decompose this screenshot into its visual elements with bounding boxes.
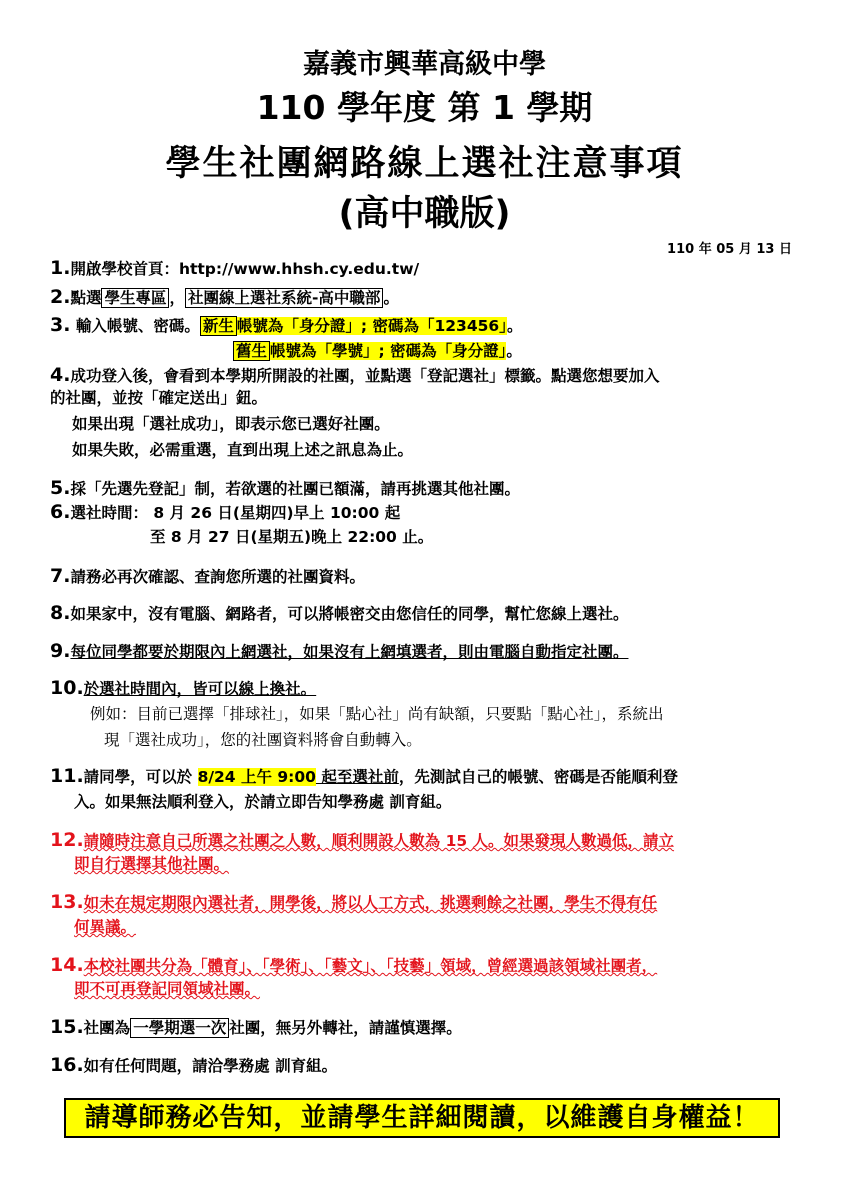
item-9	[50, 640, 628, 663]
item-4-num: 4.	[50, 364, 71, 386]
item-7-text: 請務必再次確認、查詢您所選的社團資料。	[70, 568, 365, 586]
item-10	[50, 677, 316, 700]
item-14-num: 14.	[50, 954, 84, 976]
item-7-num: 7.	[50, 565, 71, 587]
item-13	[50, 891, 657, 914]
item-12-line2-wrap	[74, 853, 229, 875]
school-name: 嘉義市興華高級中學	[303, 49, 546, 80]
item-4-line3: 如果出現「選社成功」，即表示您已選好社團。	[72, 415, 390, 433]
item-12	[50, 829, 674, 852]
page-title: 學生社團網路線上選社注意事項	[165, 144, 684, 184]
item-6-num: 6.	[50, 501, 71, 523]
item-16	[50, 1054, 337, 1077]
item-9-num: 9.	[50, 640, 71, 662]
item-16-text: 如有任何問題，請洽學務處 訓育組。	[83, 1057, 338, 1075]
item-5	[50, 477, 520, 500]
item-2-pre: 點選	[70, 289, 102, 307]
item-12-num: 12.	[50, 829, 84, 851]
item-10-num: 10.	[50, 677, 84, 699]
new-student-label: 新生	[200, 316, 237, 336]
item-4-line4: 如果失敗，必需重選，直到出現上述之訊息為止。	[72, 441, 414, 459]
item-9-text: 每位同學都要於期限內上網選社，如果沒有上網填選者，則由電腦自動指定社團。	[70, 643, 629, 661]
item-1-text: 開啟學校首頁：http://www.hhsh.cy.edu.tw/	[70, 260, 420, 278]
item-14-line2-wrap	[74, 978, 260, 1000]
item-14	[50, 954, 657, 977]
item-11	[50, 765, 678, 788]
item-3	[50, 314, 522, 337]
item-8-num: 8.	[50, 602, 71, 624]
item-1-num: 1.	[50, 257, 71, 279]
item-3-pre: 輸入帳號、密碼。	[70, 317, 200, 335]
version-label: (高中職版)	[338, 194, 511, 234]
item-6	[50, 501, 400, 524]
item-14-line2: 即不可再登記同領域社團。	[74, 980, 261, 998]
student-zone-box: 學生專區	[101, 288, 169, 308]
item-6-line1: 選社時間： 8 月 26 日(星期四)早上 10:00 起	[70, 504, 401, 522]
item-15-pre: 社團為	[83, 1019, 131, 1037]
club-system-box: 社團線上選社系統-高中職部	[185, 288, 383, 308]
item-10-example-2: 現「選社成功」，您的社團資料將會自動轉入。	[104, 731, 422, 749]
once-per-semester-box: 一學期選一次	[130, 1018, 229, 1038]
item-3-old	[233, 340, 522, 362]
item-15	[50, 1016, 462, 1039]
item-3-old-end: 。	[506, 342, 522, 360]
term-title: 110 學年度 第 1 學期	[256, 88, 593, 127]
item-3-num: 3.	[50, 314, 71, 336]
item-11-line2: 入。如果無法順利登入，於請立即告知學務處 訓育組。	[74, 793, 452, 811]
footer-notice: 請導師務必告知，並請學生詳細閱讀，以維護自身權益！	[64, 1098, 780, 1138]
item-7	[50, 565, 365, 588]
item-10-text: 於選社時間內，皆可以線上換社。	[83, 680, 317, 698]
item-5-num: 5.	[50, 477, 71, 499]
item-8-text: 如果家中，沒有電腦、網路者，可以將帳密交由您信任的同學，幫忙您線上選社。	[70, 605, 629, 623]
item-13-line2: 何異議。	[74, 918, 137, 936]
item-12-line2: 即自行選擇其他社團。	[74, 855, 230, 873]
item-14-line1: 本校社團共分為「體育」、「學術」、「藝文」、「技藝」領域，曾經選過該領域社團者，	[83, 957, 658, 975]
item-13-num: 13.	[50, 891, 84, 913]
item-15-num: 15.	[50, 1016, 84, 1038]
item-11-highlight: 8/24 上午 9:00	[197, 768, 316, 786]
item-11-pre: 請同學，可以於	[83, 768, 198, 786]
item-11-num: 11.	[50, 765, 84, 787]
new-student-text: 帳號為「身分證」; 密碼為「123456」	[236, 317, 507, 335]
item-6-line2: 至 8 月 27 日(星期五)晚上 22:00 止。	[150, 528, 434, 546]
item-4-line1: 成功登入後，會看到本學期所開設的社團，並點選「登記選社」標籤。點選您想要加入	[70, 367, 660, 385]
item-4-line2: 的社團，並按「確定送出」鈕。	[50, 389, 268, 407]
item-1	[50, 257, 419, 280]
item-2-mid: ，	[169, 289, 185, 307]
item-3-new-end: 。	[506, 317, 523, 335]
document-date: 110 年 05 月 13 日	[667, 242, 792, 257]
item-15-post: 社團，無另外轉社，請謹慎選擇。	[229, 1019, 462, 1037]
item-4	[50, 364, 659, 387]
item-2-post: 。	[383, 289, 399, 307]
item-10-example-1: 例如：目前已選擇「排球社」，如果「點心社」尚有缺額，只要點「點心社」，系統出	[90, 705, 664, 723]
old-student-label: 舊生	[233, 341, 270, 361]
item-16-num: 16.	[50, 1054, 84, 1076]
item-5-text: 採「先選先登記」制，若欲選的社團已額滿，請再挑選其他社團。	[70, 480, 520, 498]
old-student-text: 帳號為「學號」; 密碼為「身分證」	[270, 342, 507, 360]
item-13-line2-wrap	[74, 916, 136, 938]
item-11-post: ，先測試自己的帳號、密碼是否能順利登	[398, 768, 678, 786]
item-8	[50, 602, 628, 625]
item-13-line1: 如未在規定期限內選社者，開學後，將以人工方式，挑選剩餘之社團，學生不得有任	[83, 894, 658, 912]
item-2	[50, 286, 399, 309]
item-2-num: 2.	[50, 286, 71, 308]
item-11-underline: 起至選社前	[315, 768, 399, 786]
item-12-line1: 請隨時注意自己所選之社團之人數，順利開設人數為 15 人。如果發現人數過低，請立	[83, 832, 675, 850]
